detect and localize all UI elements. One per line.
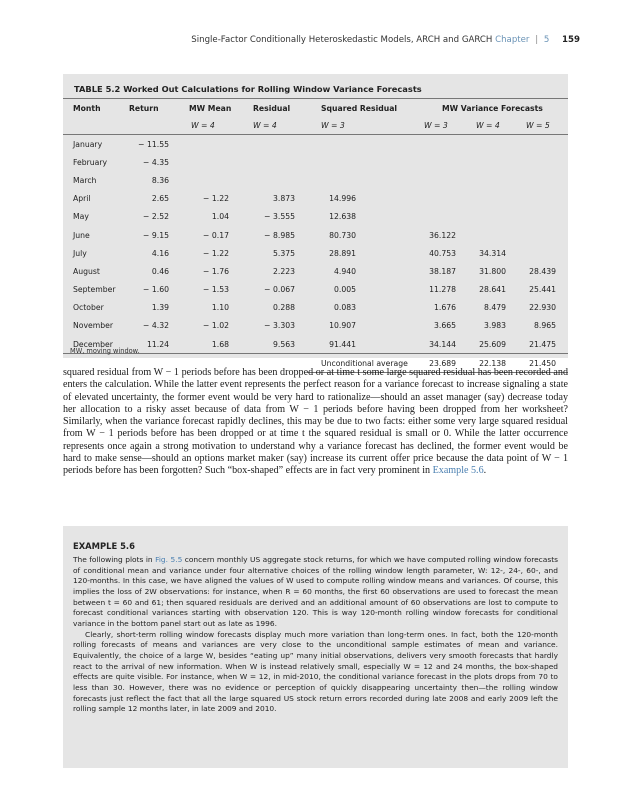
value-cell: 28.891 (329, 248, 356, 258)
body-period: . (483, 465, 487, 477)
example-p1-rest: concern monthly US aggregate stock returns, for which we have computed rolling window forecasts of conditional mean and variance under four alternative choices of the rolling window length parameter, W: 12-, 24-, 60-, and 120-months. In this case, we have aligned the values of W used to compute rolling window means and variances. Of course, this implies the loss of 2W observations: for instance, when R = 60 months, the first 60 observations are used to forecast the mean between t = 60 and 61; then squared residuals are derived and an additional amount of 60 observations are lost to compute to forecast conditional variances starting with observation 120. This is way 120-month rolling window forecasts for conditional variance in the bottom panel start out as late as 1996. (73, 555, 558, 628)
value-cell: 10.907 (329, 321, 356, 331)
table-row (63, 190, 568, 208)
value-cell (418, 135, 468, 154)
table-row (63, 299, 568, 317)
value-cell: 34.314 (479, 248, 506, 258)
subheader-mw-mean: W = 4 (181, 117, 241, 135)
value-cell (181, 171, 241, 189)
table-caption: TABLE 5.2 Worked Out Calculations for Rolling Window Variance Forecasts (74, 84, 422, 94)
value-cell (241, 153, 307, 171)
value-cell: 1.04 (211, 212, 229, 222)
value-cell (181, 135, 241, 154)
subheader-variance-w5: W = 5 (518, 117, 568, 135)
figure-link[interactable]: Fig. 5.5 (155, 555, 183, 564)
value-cell (518, 208, 568, 226)
value-cell: − 1.60 (142, 285, 169, 295)
header-mw-mean: MW Mean (181, 99, 241, 118)
value-cell: − 11.55 (138, 139, 169, 149)
value-cell (518, 244, 568, 262)
subheader-residual: W = 4 (241, 117, 307, 135)
body-text: squared residual from W − 1 periods before has been dropped or at time t some large squared residual has been recorded and enters the calculation. While the latter event represents the perfect reason for a variance forecast to increase signaling a state of elevated uncertainty, the former event would be very hard to rationalize—should an asset manager (say) decrease today her allocation to a risky asset because of data from W − 1 periods before having been dropped from her worksheet? Similarly, when the variance forecast rapidly declines, this may be due to two facts: either some very large squared residual from W − 1 periods before has been dropped or at time t the squared residual is small or 0. While the latter occurrence represents once again a strong motivation to understand why a variance forecast has declined, the former event would be hard to make sense—should an options market maker (say) increase its current offer price because the data point of W − 1 periods before has been forgotten? Such “box-shaped” effects are in fact very prominent in (63, 367, 568, 477)
value-cell: 4.940 (333, 266, 356, 276)
value-cell: 25.609 (468, 335, 518, 354)
value-cell: 1.39 (151, 303, 169, 313)
value-cell: 40.753 (429, 248, 456, 258)
running-header (0, 35, 580, 45)
value-cell: − 0.067 (264, 285, 295, 295)
variance-forecast-table (63, 98, 568, 373)
table-row (63, 171, 568, 189)
header-residual: Residual (241, 99, 307, 118)
month-cell: May (73, 212, 89, 222)
value-cell: 1.68 (181, 335, 241, 354)
running-title: Single-Factor Conditionally Heteroskedastic Models, ARCH and GARCH (191, 35, 493, 45)
value-cell: 34.144 (418, 335, 468, 354)
value-cell: 8.36 (151, 175, 169, 185)
table-row (63, 153, 568, 171)
value-cell (468, 153, 518, 171)
value-cell (518, 171, 568, 189)
value-cell: − 0.17 (202, 230, 229, 240)
table-box (63, 74, 568, 368)
value-cell (181, 153, 241, 171)
value-cell: 38.187 (429, 266, 456, 276)
value-cell (418, 190, 468, 208)
example-box (63, 526, 568, 768)
value-cell: − 4.35 (142, 157, 169, 167)
value-cell: 36.122 (429, 230, 456, 240)
value-cell: − 3.555 (264, 212, 295, 222)
value-cell: 25.441 (529, 285, 557, 295)
value-cell: 22.930 (529, 303, 557, 313)
value-cell: 11.24 (121, 335, 181, 354)
value-cell (468, 135, 518, 154)
unconditional-w5: 21.450 (518, 354, 568, 373)
value-cell (307, 135, 418, 154)
header-separator: | (535, 35, 539, 45)
example-p2: Clearly, short-term rolling window forecasts display much more variation than long-term ones. In fact, both the 120-month rolling forecasts of means and variances are very close to the unconditional sample estimates of mean and variance. Equivalently, the choice of a large W, besides “eating up” many initial observations, delivers very smooth forecasts that hardly react to the arrival of new information. When W is instead relatively small, especially W = 12 and 24 months, the box-shaped effects are quite visible. For instance, when W = 12, in mid-2010, the conditional variance forecast in the plots drops from 70 to less than 30. However, there was no evidence or perception of quickly disappearing uncertainty then—the rolling window forecasts just reflect the fact that all the large squared US stock return errors recorded during late 2008 and early 2009 left the rolling sample 12 months later, in late 2009 and 2010. (73, 629, 558, 714)
value-cell: 5.375 (272, 248, 295, 258)
value-cell: − 1.22 (202, 248, 229, 258)
unconditional-label: Unconditional average (307, 354, 418, 373)
value-cell: 4.16 (151, 248, 169, 258)
value-cell: 0.46 (151, 266, 169, 276)
value-cell (241, 171, 307, 189)
value-cell: 3.665 (433, 321, 456, 331)
value-cell: 2.65 (151, 194, 169, 204)
value-cell: − 1.22 (202, 194, 229, 204)
value-cell: 11.278 (429, 285, 456, 295)
example-link[interactable]: Example 5.6 (432, 465, 484, 477)
value-cell: 0.083 (333, 303, 356, 313)
month-cell: August (73, 266, 100, 276)
unconditional-w3: 23.689 (418, 354, 468, 373)
example-title: EXAMPLE 5.6 (73, 541, 135, 551)
value-cell: − 1.02 (202, 321, 229, 331)
value-cell: 28.439 (529, 266, 557, 276)
month-cell: June (73, 230, 90, 240)
value-cell: − 4.32 (142, 321, 169, 331)
month-cell: October (73, 303, 104, 313)
header-month: Month (63, 99, 121, 118)
table-row (63, 135, 568, 154)
chapter-number: 5 (543, 35, 550, 45)
unconditional-w4: 22.138 (468, 354, 518, 373)
table-note: MW, moving window. (70, 347, 140, 355)
value-cell: − 2.52 (142, 212, 169, 222)
value-cell (241, 135, 307, 154)
value-cell: 2.223 (272, 266, 295, 276)
subheader-variance-w3: W = 3 (418, 117, 468, 135)
value-cell: 9.563 (241, 335, 307, 354)
table-row (63, 244, 568, 262)
value-cell: 91.441 (307, 335, 418, 354)
value-cell: 31.800 (479, 266, 506, 276)
month-cell: July (73, 248, 87, 258)
header-mw-variance: MW Variance Forecasts (418, 99, 568, 118)
value-cell (518, 226, 568, 244)
value-cell: 80.730 (329, 230, 356, 240)
value-cell: 12.638 (329, 212, 356, 222)
month-cell: December (63, 335, 121, 354)
table-row (63, 281, 568, 299)
value-cell: 1.10 (211, 303, 229, 313)
value-cell (468, 190, 518, 208)
header-squared-residual: Squared Residual (307, 99, 418, 118)
month-cell: March (73, 175, 97, 185)
subheader-variance-w4: W = 4 (468, 117, 518, 135)
value-cell: − 9.15 (142, 230, 169, 240)
month-cell: April (73, 194, 91, 204)
value-cell (418, 171, 468, 189)
value-cell: − 8.985 (264, 230, 295, 240)
value-cell (518, 190, 568, 208)
value-cell: 21.475 (518, 335, 568, 354)
table-body (63, 135, 568, 354)
subheader-squared-residual: W = 3 (307, 117, 418, 135)
example-text (73, 555, 558, 715)
body-paragraph (63, 367, 568, 478)
example-p1-start: The following plots in (73, 555, 153, 564)
page-number: 159 (562, 35, 580, 45)
value-cell: 28.641 (479, 285, 506, 295)
table-row (63, 226, 568, 244)
value-cell: 14.996 (329, 194, 356, 204)
value-cell (468, 171, 518, 189)
value-cell (468, 208, 518, 226)
value-cell (418, 153, 468, 171)
table-row (63, 208, 568, 226)
value-cell (307, 153, 418, 171)
value-cell (518, 135, 568, 154)
month-cell: February (73, 157, 108, 167)
header-return: Return (121, 99, 181, 118)
chapter-label: Chapter (495, 35, 530, 45)
value-cell: − 3.303 (264, 321, 295, 331)
value-cell: − 1.76 (202, 266, 229, 276)
value-cell: 8.965 (534, 321, 557, 331)
value-cell: 1.676 (433, 303, 456, 313)
month-cell: September (73, 285, 116, 295)
value-cell (307, 171, 418, 189)
value-cell: 3.983 (483, 321, 506, 331)
month-cell: January (73, 139, 103, 149)
value-cell (418, 208, 468, 226)
table-subheader-row (63, 117, 568, 135)
value-cell: 3.873 (272, 194, 295, 204)
value-cell: 8.479 (483, 303, 506, 313)
value-cell: 0.288 (272, 303, 295, 313)
value-cell: − 1.53 (202, 285, 229, 295)
value-cell (518, 153, 568, 171)
value-cell (468, 226, 518, 244)
table-row (63, 262, 568, 280)
table-header-row (63, 99, 568, 118)
value-cell: 0.005 (333, 285, 356, 295)
table-row (63, 317, 568, 335)
month-cell: November (73, 321, 113, 331)
